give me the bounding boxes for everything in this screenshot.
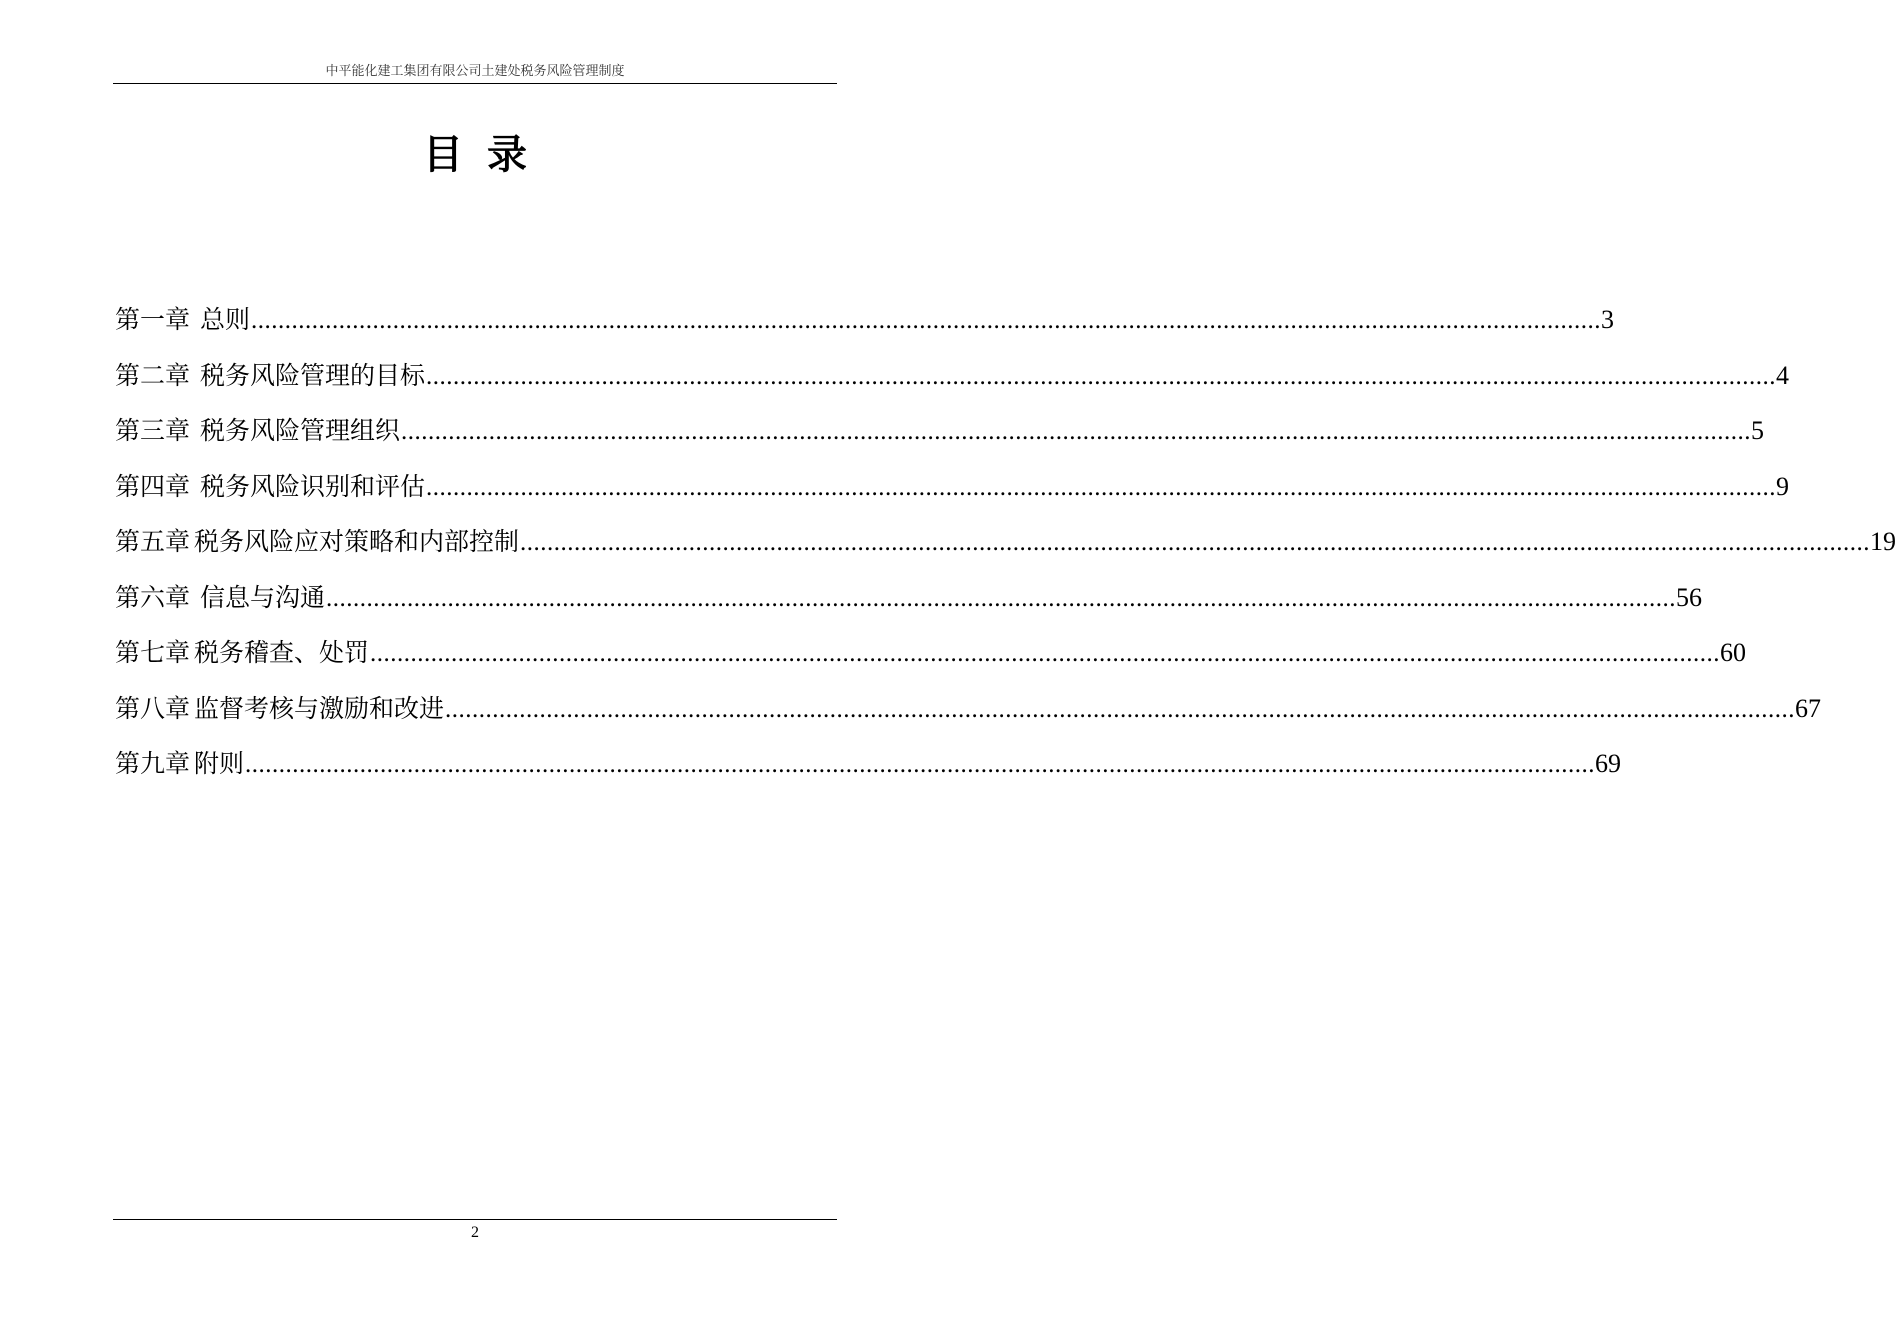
toc-page-number: 56 — [1676, 582, 1703, 612]
toc-chapter-title: 税务稽查、处罚 — [194, 638, 370, 667]
toc-chapter-number: 第一章 — [115, 305, 191, 334]
footer-page-number: 2 — [471, 1224, 479, 1241]
toc-entry[interactable] — [115, 356, 1790, 412]
toc-page-number: 19 — [1870, 527, 1896, 556]
footer-divider — [113, 1219, 837, 1220]
toc-dot-leader: ........................................................................................................................................................................................................ — [520, 529, 1871, 556]
toc-page-number: 3 — [1601, 305, 1615, 334]
toc-chapter-number: 第三章 — [115, 416, 191, 445]
toc-entry[interactable] — [115, 411, 1765, 467]
toc-entry[interactable] — [115, 522, 1896, 578]
toc-dot-leader: ........................................................................................................................................................................................................ — [426, 473, 1777, 501]
toc-dot-leader: ........................................................................................................................................................................................................ — [426, 362, 1777, 390]
toc-chapter-title: 总则 — [200, 305, 251, 334]
toc-chapter-title: 税务风险管理的目标 — [200, 360, 426, 390]
toc-chapter-number: 第二章 — [115, 360, 191, 390]
toc-chapter-title: 税务风险管理组织 — [200, 416, 401, 445]
toc-chapter-title: 税务风险识别和评估 — [200, 471, 426, 501]
toc-chapter-title: 信息与沟通 — [200, 582, 326, 612]
toc-dot-leader: ........................................................................................................................................................................................................ — [251, 307, 1602, 334]
running-header: 中平能化建工集团有限公司土建处税务风险管理制度 — [325, 64, 625, 79]
page-title: 目录 — [423, 132, 551, 178]
toc-dot-leader: ........................................................................................................................................................................................................ — [245, 751, 1596, 778]
toc-page-number: 9 — [1776, 471, 1790, 501]
toc-page-number: 67 — [1795, 693, 1822, 723]
header-divider — [113, 83, 837, 84]
toc-chapter-number: 第八章 — [115, 693, 191, 723]
toc-page-number: 69 — [1595, 749, 1622, 778]
toc-chapter-title: 监督考核与激励和改进 — [194, 693, 445, 723]
toc-chapter-number: 第七章 — [115, 638, 191, 667]
toc-dot-leader: ........................................................................................................................................................................................................ — [326, 584, 1677, 612]
toc-chapter-number: 第五章 — [115, 527, 191, 556]
toc-entry[interactable] — [115, 467, 1790, 523]
toc-page-number: 4 — [1776, 360, 1790, 390]
toc-chapter-title: 税务风险应对策略和内部控制 — [194, 527, 520, 556]
toc-entry[interactable] — [115, 578, 1703, 634]
toc-chapter-number: 第六章 — [115, 582, 191, 612]
toc-chapter-title: 附则 — [194, 749, 245, 778]
toc-dot-leader: ........................................................................................................................................................................................................ — [401, 418, 1752, 445]
toc-entry[interactable] — [115, 744, 1622, 800]
toc-page-number: 60 — [1720, 638, 1747, 667]
toc-chapter-number: 第九章 — [115, 749, 191, 778]
table-of-contents — [115, 300, 1896, 800]
toc-page-number: 5 — [1751, 416, 1765, 445]
toc-entry[interactable] — [115, 689, 1822, 745]
toc-entry[interactable] — [115, 300, 1615, 356]
toc-dot-leader: ........................................................................................................................................................................................................ — [445, 695, 1796, 723]
toc-entry[interactable] — [115, 633, 1747, 689]
toc-dot-leader: ........................................................................................................................................................................................................ — [370, 640, 1721, 667]
toc-chapter-number: 第四章 — [115, 471, 191, 501]
